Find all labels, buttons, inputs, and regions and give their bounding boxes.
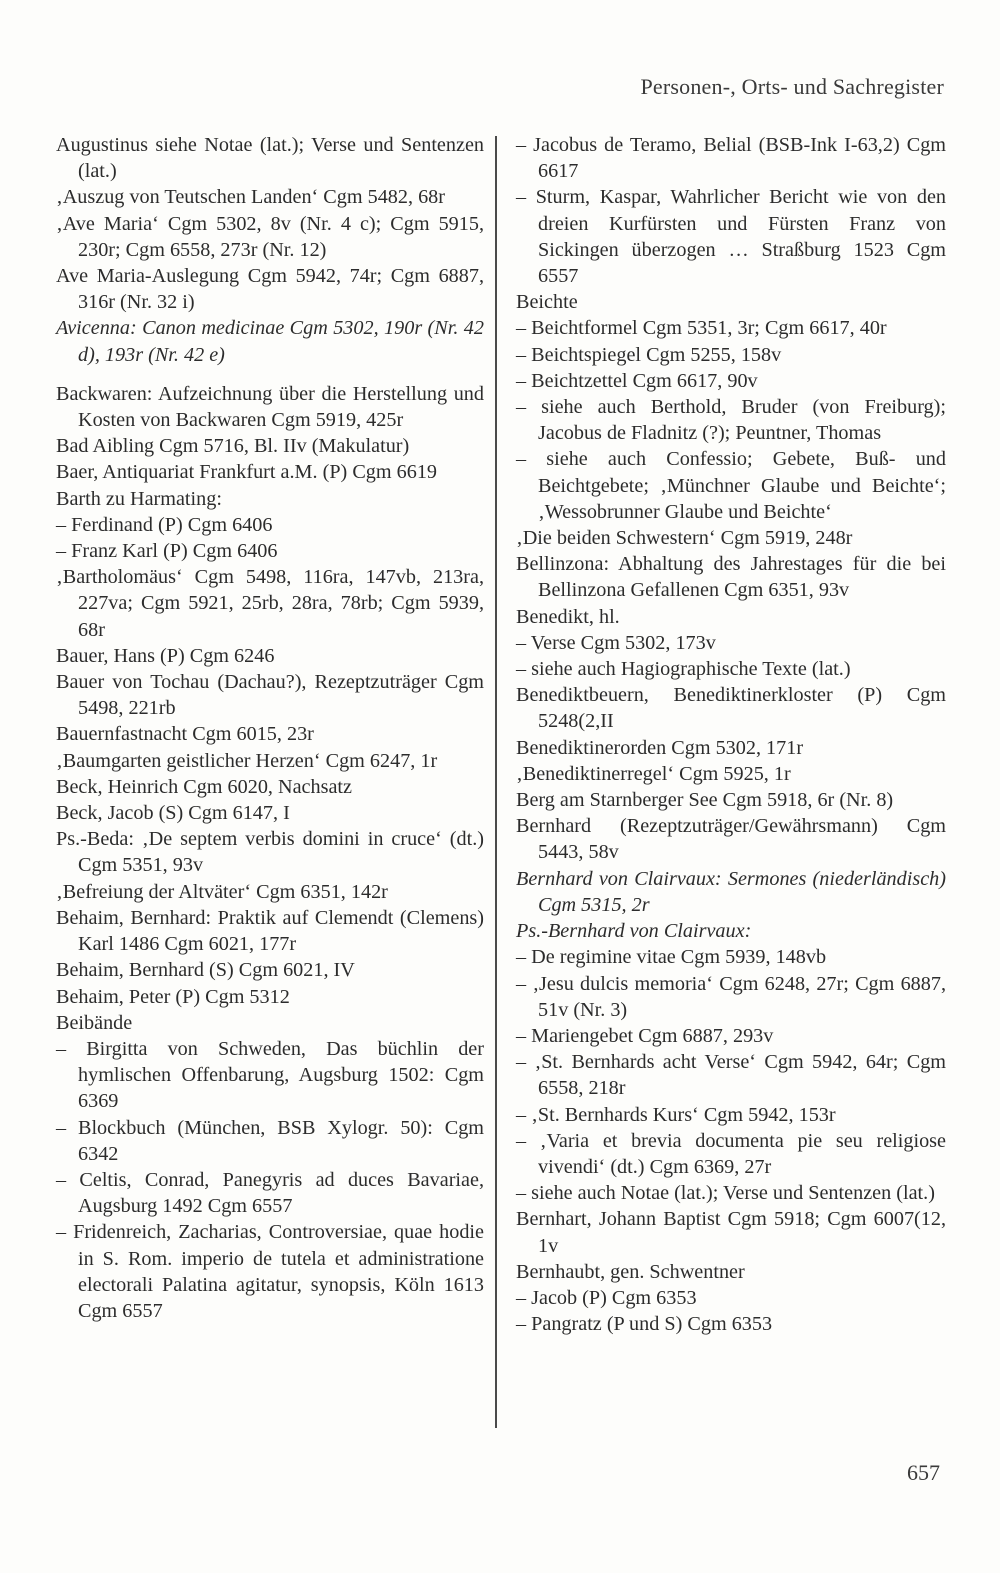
index-entry: ‚Befreiung der Altväter‘ Cgm 6351, 142r xyxy=(56,880,388,903)
index-entry: Bad Aibling Cgm 5716, Bl. IIv (Makulatur) xyxy=(56,435,410,458)
column-divider xyxy=(495,136,497,1428)
index-subentry: – Franz Karl (P) Cgm 6406 xyxy=(56,540,278,563)
index-column-left xyxy=(56,132,484,1324)
index-subentry: – Fridenreich, Zacharias, Controversiae, quae hodie in S. Rom. imperio de tutela et administratione electorali Palatina agitatur, synopsis, Köln 1613 Cgm 6557 xyxy=(56,1221,484,1322)
index-entry: Ps.-Bernhard von Clairvaux: xyxy=(516,920,752,943)
index-subentry: – Verse Cgm 5302, 173v xyxy=(516,631,716,654)
index-subentry: – Jacobus de Teramo, Belial (BSB-Ink I-63,2) Cgm 6617 xyxy=(516,134,946,183)
index-entry: Beibände xyxy=(56,1011,133,1034)
page-number: 657 xyxy=(907,1460,940,1485)
index-subentry: – Jacob (P) Cgm 6353 xyxy=(516,1286,697,1309)
index-column-right xyxy=(516,132,946,1337)
index-entry: Beichte xyxy=(516,291,578,314)
index-entry: Benediktbeuern, Benediktinerkloster (P) Cgm 5248(2,II xyxy=(516,684,946,733)
index-subentry: – Celtis, Conrad, Panegyris ad duces Bavariae, Augsburg 1492 Cgm 6557 xyxy=(56,1168,484,1218)
index-subentry: – Pangratz (P und S) Cgm 6353 xyxy=(516,1313,773,1336)
index-entry: Bernhaubt, gen. Schwentner xyxy=(516,1260,745,1283)
index-subentry: – Birgitta von Schweden, Das büchlin der hymlischen Offenbarung, Augsburg 1502: Cgm 6369 xyxy=(56,1037,484,1113)
index-entry: Benedikt, hl. xyxy=(516,605,620,628)
index-entry: ‚Auszug von Teutschen Landen‘ Cgm 5482, 68r xyxy=(56,186,445,209)
index-subentry: – De regimine vitae Cgm 5939, 148vb xyxy=(516,946,827,969)
index-entry: Augustinus siehe Notae (lat.); Verse und Sentenzen (lat.) xyxy=(56,134,484,183)
index-entry: Bernhart, Johann Baptist Cgm 5918; Cgm 6007(12, 1v xyxy=(516,1208,946,1257)
index-entry: Behaim, Bernhard: Praktik auf Clemendt (Clemens) Karl 1486 Cgm 6021, 177r xyxy=(56,906,484,956)
index-entry: Baer, Antiquariat Frankfurt a.M. (P) Cgm 6619 xyxy=(56,461,438,484)
page-header: Personen-, Orts- und Sachregister xyxy=(640,74,944,99)
index-entry: Ps.-Beda: ‚De septem verbis domini in cruce‘ (dt.) Cgm 5351, 93v xyxy=(56,828,484,877)
index-subentry: – siehe auch Notae (lat.); Verse und Sentenzen (lat.) xyxy=(516,1182,935,1205)
index-entry: Bellinzona: Abhaltung des Jahrestages für die bei Bellinzona Gefallenen Cgm 6351, 93v xyxy=(516,553,946,602)
index-subentry: – ‚St. Bernhards acht Verse‘ Cgm 5942, 64r; Cgm 6558, 218r xyxy=(516,1051,946,1100)
index-subentry: – ‚Jesu dulcis memoria‘ Cgm 6248, 27r; Cgm 6887, 51v (Nr. 3) xyxy=(516,972,946,1021)
index-subentry: – Sturm, Kaspar, Wahrlicher Bericht wie von den dreien Kurfürsten und Fürsten Franz von Sickingen überzogen … Straßburg 1523 Cgm 6557 xyxy=(516,186,946,288)
index-entry: ‚Bartholomäus‘ Cgm 5498, 116ra, 147vb, 213ra, 227va; Cgm 5921, 25rb, 28ra, 78rb; Cgm 5939, 68r xyxy=(56,566,484,641)
index-subentry: – siehe auch Confessio; Gebete, Buß- und Beichtgebete; ‚Münchner Glaube und Beichte‘; ‚Wessobrunner Glaube und Beichte‘ xyxy=(516,448,946,523)
index-entry: Bernhard (Rezeptzuträger/Gewährsmann) Cgm 5443, 58v xyxy=(516,815,946,864)
index-entry: ‚Die beiden Schwestern‘ Cgm 5919, 248r xyxy=(516,527,853,550)
index-entry: Bauer, Hans (P) Cgm 6246 xyxy=(56,644,275,667)
index-subentry: – Beichtzettel Cgm 6617, 90v xyxy=(516,369,758,392)
index-entry: Behaim, Bernhard (S) Cgm 6021, IV xyxy=(56,959,355,982)
index-entry: Berg am Starnberger See Cgm 5918, 6r (Nr. 8) xyxy=(516,789,894,812)
index-subentry: – Blockbuch (München, BSB Xylogr. 50): Cgm 6342 xyxy=(56,1116,484,1165)
index-subentry: – Ferdinand (P) Cgm 6406 xyxy=(56,513,273,536)
index-entry: ‚Ave Maria‘ Cgm 5302, 8v (Nr. 4 c); Cgm 5915, 230r; Cgm 6558, 273r (Nr. 12) xyxy=(56,212,484,261)
index-subentry: – Beichtspiegel Cgm 5255, 158v xyxy=(516,343,782,366)
index-entry: Barth zu Harmating: xyxy=(56,487,222,510)
index-entry: Bauernfastnacht Cgm 6015, 23r xyxy=(56,723,314,746)
index-entry: Ave Maria-Auslegung Cgm 5942, 74r; Cgm 6887, 316r (Nr. 32 i) xyxy=(56,265,484,314)
index-subentry: – ‚Varia et brevia documenta pie seu religiose vivendi‘ (dt.) Cgm 6369, 27r xyxy=(516,1129,946,1178)
index-entry: Beck, Jacob (S) Cgm 6147, I xyxy=(56,802,290,825)
index-entry: Avicenna: Canon medicinae Cgm 5302, 190r (Nr. 42 d), 193r (Nr. 42 e) xyxy=(56,317,484,366)
index-subentry: – ‚St. Bernhards Kurs‘ Cgm 5942, 153r xyxy=(516,1103,836,1126)
index-subentry: – siehe auch Hagiographische Texte (lat.) xyxy=(516,658,851,681)
index-entry: Backwaren: Aufzeichnung über die Herstellung und Kosten von Backwaren Cgm 5919, 425r xyxy=(56,382,484,432)
index-subentry: – siehe auch Berthold, Bruder (von Freiburg); Jacobus de Fladnitz (?); Peuntner, Thomas xyxy=(516,396,946,445)
index-subentry: – Beichtformel Cgm 5351, 3r; Cgm 6617, 40r xyxy=(516,317,887,340)
index-entry: Beck, Heinrich Cgm 6020, Nachsatz xyxy=(56,775,353,798)
index-entry: ‚Benediktinerregel‘ Cgm 5925, 1r xyxy=(516,762,791,785)
index-entry: Behaim, Peter (P) Cgm 5312 xyxy=(56,985,290,1008)
index-subentry: – Mariengebet Cgm 6887, 293v xyxy=(516,1024,774,1047)
index-entry: ‚Baumgarten geistlicher Herzen‘ Cgm 6247, 1r xyxy=(56,749,438,772)
index-entry: Benediktinerorden Cgm 5302, 171r xyxy=(516,736,804,759)
index-entry: Bernhard von Clairvaux: Sermones (niederländisch) Cgm 5315, 2r xyxy=(516,867,946,916)
index-entry: Bauer von Tochau (Dachau?), Rezeptzuträger Cgm 5498, 221rb xyxy=(56,671,484,720)
